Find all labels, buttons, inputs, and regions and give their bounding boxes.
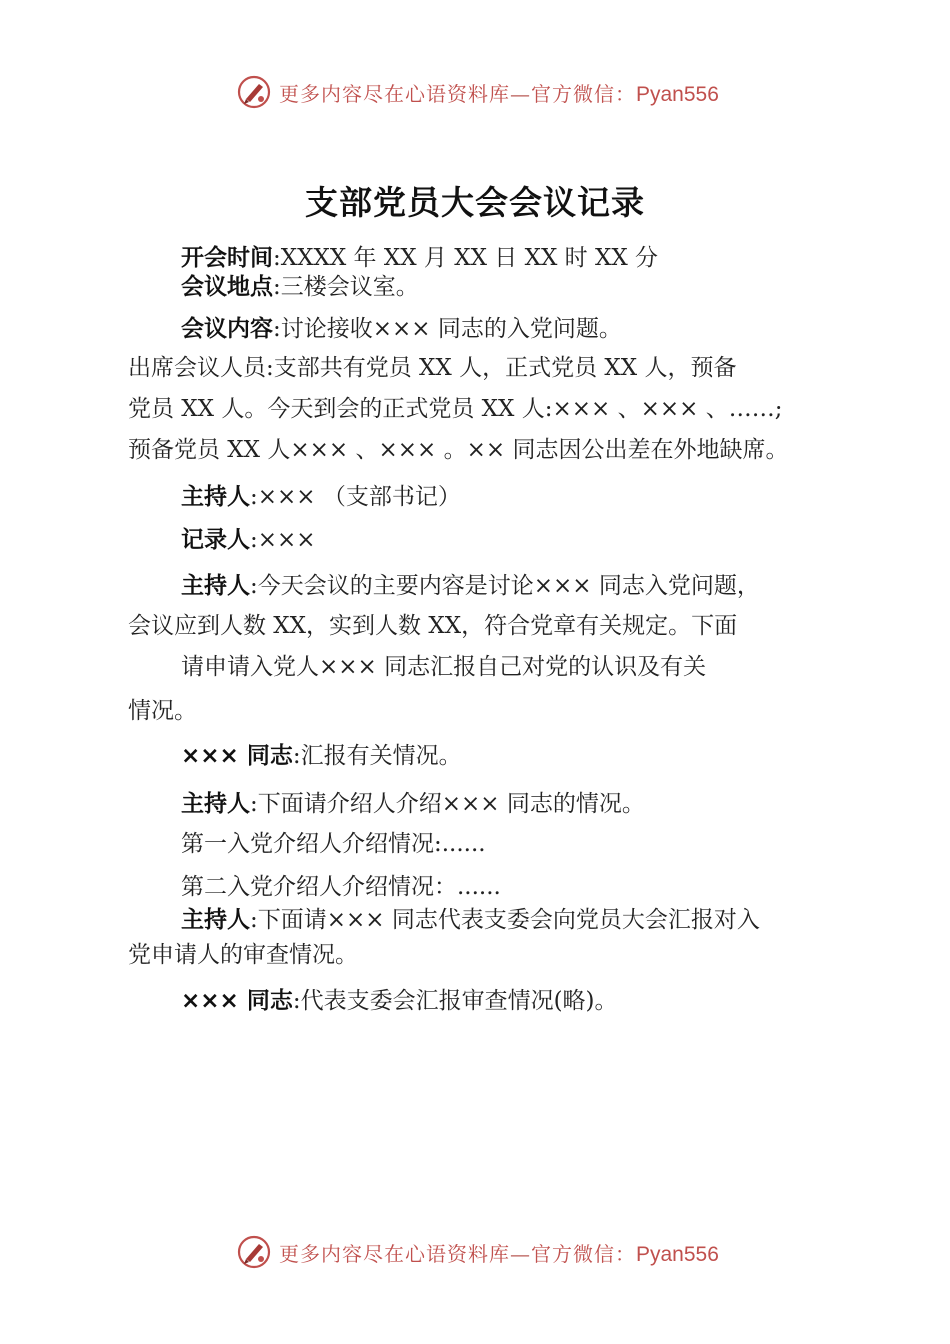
host-speech: 主持人:今天会议的主要内容是讨论××× 同志入党问题， bbox=[181, 573, 760, 599]
host-speech-cont: 情况。 bbox=[128, 698, 197, 724]
meeting-place: 会议地点:三楼会议室。 bbox=[181, 274, 419, 300]
header-watermark bbox=[0, 70, 950, 114]
document-title: 支部党员大会会议记录 bbox=[305, 183, 645, 222]
introducer-2: 第二入党介绍人介绍情况：...... bbox=[181, 874, 501, 900]
host-speech-cont: 请申请入党人××× 同志汇报自己对党的认识及有关 bbox=[181, 654, 707, 680]
banner-text: 更多内容尽在心语资料库—官方微信：Pyan556 bbox=[279, 1241, 719, 1266]
banner-text: 更多内容尽在心语资料库—官方微信：Pyan556 bbox=[279, 81, 719, 106]
host-line: 主持人:××× （支部书记） bbox=[181, 484, 461, 510]
comrade-report: ××× 同志:代表支委会汇报审查情况(略)。 bbox=[181, 988, 618, 1014]
footer-watermark bbox=[0, 1230, 950, 1274]
host-speech: 主持人:下面请××× 同志代表支委会向党员大会汇报对入 bbox=[181, 907, 760, 933]
pen-logo-icon bbox=[237, 75, 271, 109]
host-speech: 主持人:下面请介绍人介绍××× 同志的情况。 bbox=[181, 791, 645, 817]
introducer-1: 第一入党介绍人介绍情况:...... bbox=[181, 831, 486, 857]
pen-logo-icon bbox=[237, 1235, 271, 1269]
host-speech-cont: 会议应到人数 XX，实到人数 XX，符合党章有关规定。下面 bbox=[128, 613, 738, 639]
attendees-line: 出席会议人员:支部共有党员 XX 人，正式党员 XX 人，预备 bbox=[128, 355, 737, 381]
comrade-report: ××× 同志:汇报有关情况。 bbox=[181, 743, 462, 769]
recorder-line: 记录人:××× bbox=[181, 527, 316, 553]
attendees-line: 党员 XX 人。今天到会的正式党员 XX 人:××× 、××× 、……; bbox=[128, 396, 783, 422]
meeting-time: 开会时间:XXXX 年 XX 月 XX 日 XX 时 XX 分 bbox=[181, 245, 659, 271]
meeting-content: 会议内容:讨论接收××× 同志的入党问题。 bbox=[181, 316, 622, 342]
attendees-line: 预备党员 XX 人××× 、××× 。×× 同志因公出差在外地缺席。 bbox=[128, 437, 789, 463]
host-speech-cont: 党申请人的审查情况。 bbox=[128, 942, 358, 968]
